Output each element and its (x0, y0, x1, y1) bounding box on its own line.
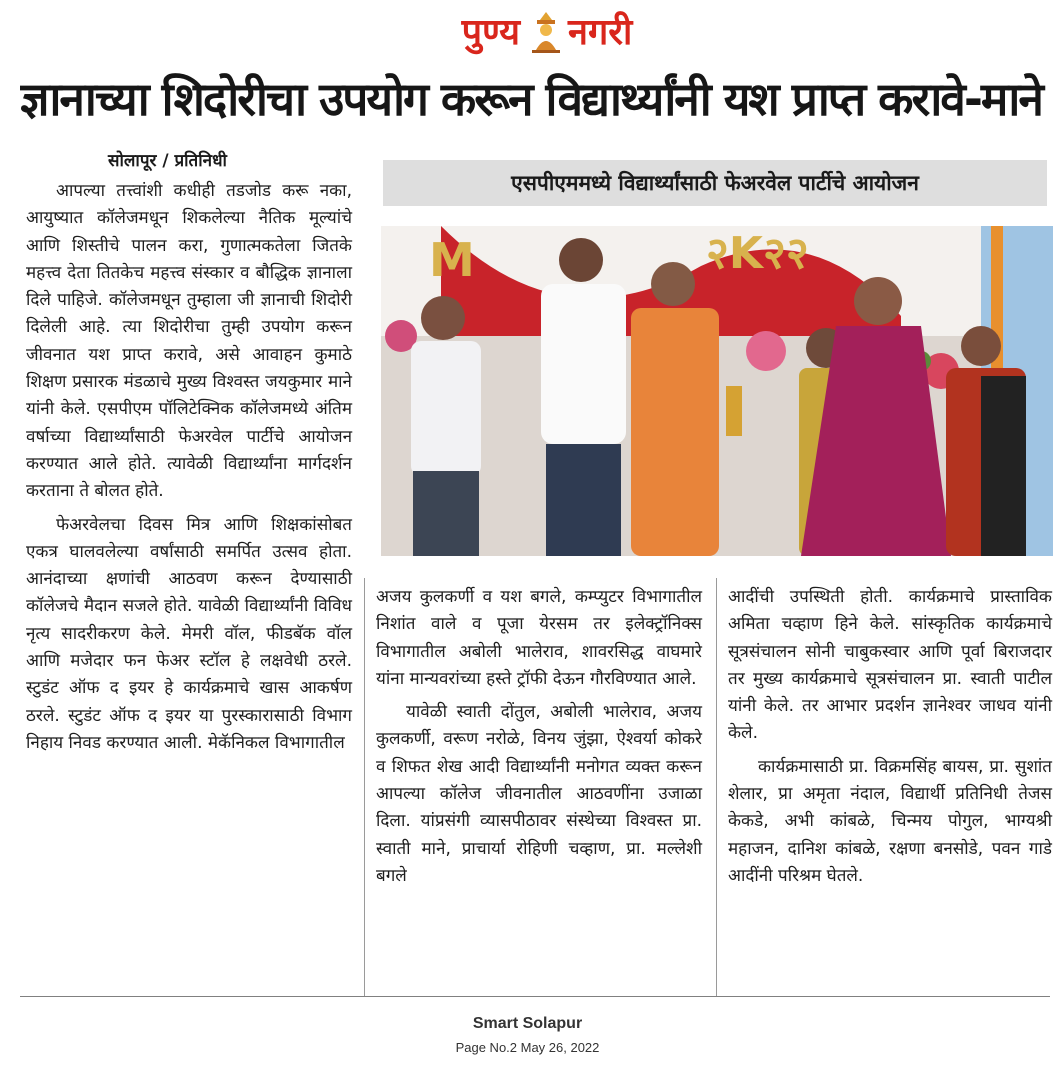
masthead-right-text: नगरी (568, 12, 633, 53)
column-divider-1 (364, 578, 365, 996)
article-column-1 (26, 178, 352, 757)
footer-publication-title: Smart Solapur (472, 1015, 583, 1032)
article-headline: ज्ञानाच्या शिदोरीचा उपयोग करून विद्यार्थ्यांनी यश प्राप्त करावे-माने (20, 72, 1042, 126)
column-divider-2 (716, 578, 717, 996)
byline: सोलापूर / प्रतिनिधी (108, 151, 227, 171)
temple-deity-icon (528, 10, 564, 54)
column-1-paragraph-1: आपल्या तत्त्वांशी कधीही तडजोड करू नका, आयुष्यात कॉलेजमधून शिकलेल्या नैतिक मूल्यांचे आणि शिस्तीचे पालन करा, गुणात्मकतेला जितके महत्त्व देता तितकेच महत्त्व संस्कार व बौद्धिक ज्ञानाला दिले पाहिजे. कॉलेजमधून तुम्हाला जी ज्ञानाची शिदोरी दिलेली आहे. त्या शिदोरीचा तुम्ही उपयोग करून जीवनात यश प्राप्त करावे, असे आवाहन कुमाठे शिक्षण प्रसारक मंडळाचे मुख्य विश्वस्त जयकुमार माने यांनी केले. एसपीएम पॉलिटेक्निक कॉलेजमध्ये अंतिम वर्षाच्या विद्यार्थ्यांसाठी फेअरवेल पार्टीचे आयोजन करण्यात आले होते. त्यावेळी विद्यार्थ्यांना मार्गदर्शन करताना ते बोलत होते. (26, 181, 352, 502)
masthead (0, 4, 1055, 58)
column-2-paragraph-2: यावेळी स्वाती दोंतुल, अबोली भालेराव, अजय कुलकर्णी, वरूण नरोळे, विनय जुंझा, ऐश्वर्या कोकरे व शिफत शेख आदी विद्यार्थ्यांनी मनोगत व्यक्त करून आपल्या कॉलेज जीवनातील आठवणींना उजाळा दिला. यांप्रसंगी व्यासपीठावर संस्थेच्या विश्वस्त प्रा. स्वाती माने, प्राचार्या रोहिणी चव्हाण, प्रा. मल्लेशी बगले (376, 702, 702, 886)
footer-page-info: Page No.2 May 26, 2022 (455, 1040, 600, 1055)
photo-banner-left: M (429, 233, 475, 287)
column-3-paragraph-2: कार्यक्रमासाठी प्रा. विक्रमसिंह बायस, प्रा. सुशांत शेलार, प्रा अमृता नंदाल, विद्यार्थी प्रतिनिधी तेजस केकडे, अभी कांबळे, चिन्मय पोगुल, भाग्यश्री महाजन, दानिश कांबळे, रक्षणा बनसोडे, पवन गाडे आदींनी परिश्रम घेतले. (728, 756, 1052, 886)
event-photo (381, 226, 1053, 556)
article-column-2 (376, 584, 702, 890)
masthead-left-text: पुण्य (461, 12, 520, 53)
photo-banner-year: २K२२ (706, 228, 809, 279)
column-3-paragraph-1: आदींची उपस्थिती होती. कार्यक्रमाचे प्रास्ताविक अमिता चव्हाण हिने केले. सांस्कृतिक कार्यक्रमाचे सूत्रसंचालन सोनी चाबुकस्वार आणि पूर्वा बिराजदार तर मुख्य कार्यक्रमाचे सूत्रसंचालन प्रा. स्वाती पाटील यांनी केले. तर आभार प्रदर्शन ज्ञानेश्वर जाधव यांनी केले. (728, 587, 1052, 744)
column-1-paragraph-2: फेअरवेलचा दिवस मित्र आणि शिक्षकांसोबत एकत्र घालवलेल्या वर्षांसाठी समर्पित उत्सव होता. आनंदाच्या क्षणांची आठवण करून देण्यासाठी कॉलेजचे मैदान सजले होते. यावेळी विद्यार्थ्यांनी विविध नृत्य सादरीकरण केले. मेमरी वॉल, फीडबॅक वॉल आणि मजेदार फन फेअर स्टॉल हे लक्षवेधी ठरले. स्टुडंट ऑफ द इयर हे कार्यक्रमाचे खास आकर्षण ठरले. स्टुडंट ऑफ द इयर या पुरस्कारासाठी विभाग निहाय निवड करण्यात आली. मेकॅनिकल विभागातील (26, 514, 352, 753)
footer-rule (20, 996, 1050, 997)
article-column-3 (728, 584, 1052, 890)
article-subhead: एसपीएममध्ये विद्यार्थ्यांसाठी फेअरवेल पार्टीचे आयोजन (383, 160, 1047, 206)
column-2-paragraph-1: अजय कुलकर्णी व यश बगले, कम्प्युटर विभागातील निशांत वाले व पूजा येरसम तर इलेक्ट्रॉनिक्स विभागातील अबोली भालेराव, शावरसिद्ध वाघमारे यांना मान्यवरांच्या हस्ते ट्रॉफी देऊन गौरविण्यात आले. (376, 587, 702, 689)
